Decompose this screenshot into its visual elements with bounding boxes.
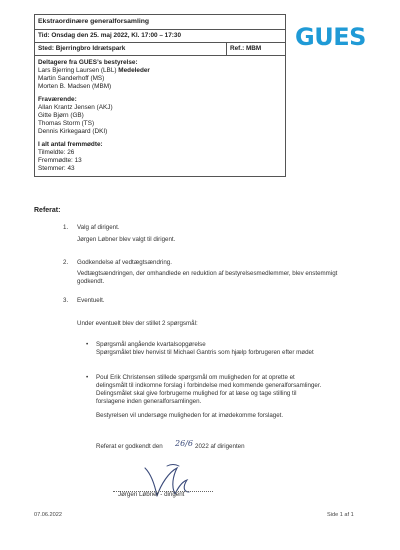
bullet-line: delingsmålt til indkomne forslag i forbindelse med kommende generalforsamlinger. xyxy=(96,382,322,389)
approval-suffix: 2022 af dirigenten xyxy=(195,443,245,450)
meeting-header-table xyxy=(34,14,286,177)
referat-heading: Referat: xyxy=(34,207,61,214)
participant: Lars Bjerring Laursen (LBL) Medeleder xyxy=(38,67,150,75)
footer-page-number: Side 1 af 1 xyxy=(327,512,354,518)
meeting-place: Sted: Bjerringbro Idrætspark xyxy=(35,43,227,55)
attendance-line: Stemmer: 43 xyxy=(38,165,75,173)
participants-heading: Deltagere fra GUES’s bestyrelse: xyxy=(38,59,138,67)
absent-person: Dennis Kirkegaard (DKI) xyxy=(38,128,108,136)
meeting-ref: Ref.: MBM xyxy=(230,45,262,53)
participant: Martin Sanderhoff (MS) xyxy=(38,75,105,83)
participants-block xyxy=(35,56,285,176)
item-number: 2. xyxy=(63,259,69,266)
participant: Morten B. Madsen (MBM) xyxy=(38,83,112,91)
attendance-line: Fremmødte: 13 xyxy=(38,157,82,165)
item-number: 3. xyxy=(63,297,69,304)
item-text: Vedtægtsændringen, der omhandlede en reduktion af bestyrelsesmedlemmer, blev enstemmigt godkendt. xyxy=(77,270,338,286)
approval-date-handwritten: 26/6 xyxy=(175,439,193,448)
bullet-line: Spørgsmål angående kvartalsopgørelse xyxy=(96,341,206,348)
attendance-line: Tilmeldte: 26 xyxy=(38,149,75,157)
item-title: Eventuelt. xyxy=(77,297,105,304)
absent-heading: Fraværende: xyxy=(38,96,77,104)
gues-logo: GUES xyxy=(295,23,366,51)
meeting-title: Ekstraordinære generalforsamling xyxy=(35,15,285,30)
absent-person: Gitte Bjørn (GB) xyxy=(38,112,84,120)
signature-name: Jørgen Løbner - dirigent xyxy=(118,491,185,498)
bullet-line: forslagene inden generalforsamlingen. xyxy=(96,398,202,405)
item-title: Godkendelse af vedtægtsændring. xyxy=(77,259,172,266)
meeting-place-row xyxy=(35,43,285,56)
bullet-dot: • xyxy=(86,374,89,381)
bullet-dot: • xyxy=(86,341,89,348)
absent-person: Thomas Storm (TS) xyxy=(38,120,95,128)
item-title: Valg af dirigent. xyxy=(77,224,120,231)
closing-text: Bestyrelsen vil undersøge muligheden for at imødekomme forslaget. xyxy=(96,412,284,419)
bullet-line: Poul Erik Christensen stillede spørgsmål om muligheden for at oprette et xyxy=(96,374,295,381)
item-text: Under eventuelt blev der stillet 2 spørgsmål: xyxy=(77,320,198,327)
item-text: Jørgen Løbner blev valgt til dirigent. xyxy=(77,236,176,243)
absent-person: Allan Krantz Jensen (AKJ) xyxy=(38,104,113,112)
item-number: 1. xyxy=(63,224,69,231)
bullet-line: Spørgsmålet blev henvist til Michael Gantris som hjælp forbrugeren efter mødet xyxy=(96,349,314,356)
meeting-time: Tid: Onsdag den 25. maj 2022, Kl. 17:00 – 17:30 xyxy=(35,30,285,43)
bullet-line: Delingsmålet skal give forbrugerne mulighed for at læse og tage stilling til xyxy=(96,390,297,397)
footer-date: 07.06.2022 xyxy=(34,512,62,518)
attendance-heading: I alt antal fremmødte: xyxy=(38,141,103,149)
approval-prefix: Referat er godkendt den xyxy=(96,443,163,450)
